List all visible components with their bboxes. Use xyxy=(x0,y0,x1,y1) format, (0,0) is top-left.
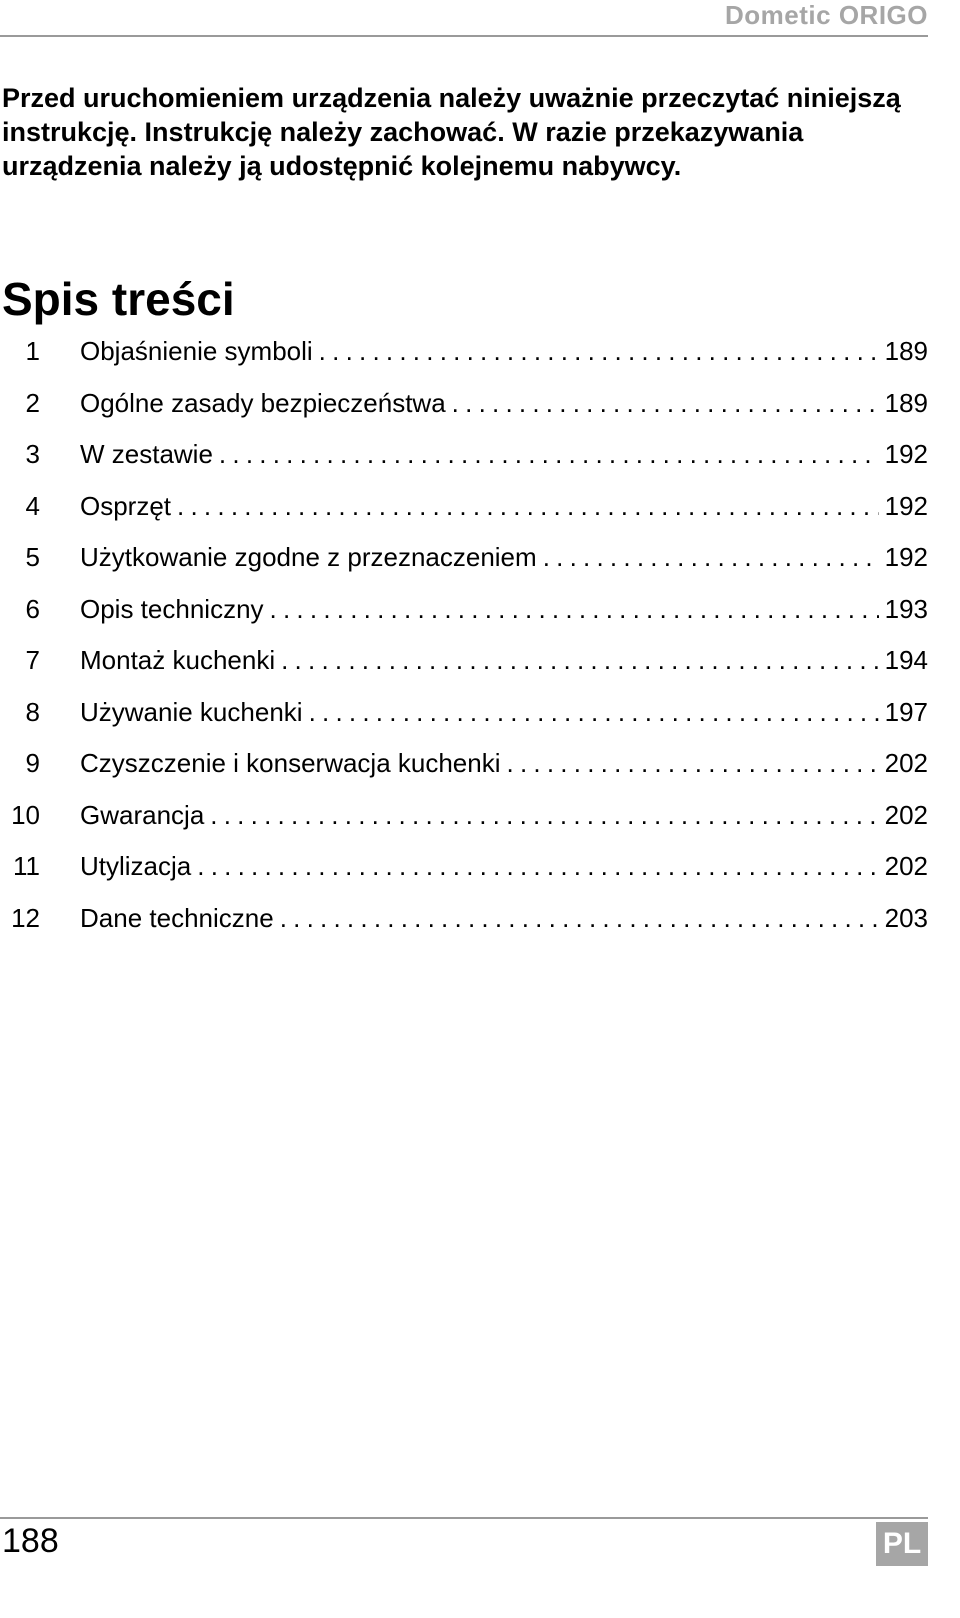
dot-leader xyxy=(177,491,879,522)
brand-header: Dometic ORIGO xyxy=(725,0,928,30)
table-of-contents xyxy=(0,336,928,954)
toc-entry-number: 2 xyxy=(25,387,40,418)
footer-divider xyxy=(0,1517,928,1519)
dot-leader xyxy=(197,851,878,882)
toc-entry[interactable] xyxy=(0,542,928,594)
toc-entry-number: 11 xyxy=(13,851,40,881)
toc-entry-number: 9 xyxy=(25,748,40,778)
toc-entry[interactable] xyxy=(0,336,928,388)
toc-entry-title: Czyszczenie i konserwacja kuchenki xyxy=(80,748,501,778)
toc-entry-page: 202 xyxy=(884,748,928,778)
toc-entry-number: 8 xyxy=(25,696,40,727)
toc-entry[interactable] xyxy=(0,851,928,903)
toc-entry-title: Dane techniczne xyxy=(80,902,274,933)
toc-entry-number: 12 xyxy=(11,902,40,933)
toc-entry-number: 6 xyxy=(25,593,40,624)
toc-entry[interactable] xyxy=(0,748,928,800)
toc-entry[interactable] xyxy=(0,388,928,440)
dot-leader xyxy=(280,903,879,934)
toc-entry-title: Osprzęt xyxy=(80,490,172,521)
toc-entry-title: Używanie kuchenki xyxy=(80,696,303,727)
toc-entry-page: 202 xyxy=(884,851,928,881)
dot-leader xyxy=(452,388,879,419)
dot-leader xyxy=(319,336,879,367)
toc-entry[interactable] xyxy=(0,491,928,543)
toc-entry-number: 5 xyxy=(25,542,40,572)
toc-entry[interactable] xyxy=(0,439,928,491)
toc-title: Spis treści xyxy=(2,273,235,325)
toc-entry-page: 192 xyxy=(884,490,928,521)
toc-entry-page: 192 xyxy=(884,542,928,572)
toc-entry-page: 203 xyxy=(884,902,928,933)
toc-entry-title: Gwarancja xyxy=(80,799,205,830)
intro-text: Przed uruchomieniem urządzenia należy uważnie przeczytać niniejszą instrukcję. Instrukcję należy zachować. W razie przekazywania urządzenia należy ją udostępnić kolejnemu nabywcy. xyxy=(2,83,901,181)
toc-entry-title: Użytkowanie zgodne z przeznaczeniem xyxy=(80,542,537,572)
toc-entry-number: 1 xyxy=(25,336,40,366)
dot-leader xyxy=(543,542,879,573)
toc-entry-number: 3 xyxy=(25,439,40,469)
toc-entry-page: 202 xyxy=(884,799,928,830)
dot-leader xyxy=(219,439,879,470)
toc-entry-title: W zestawie xyxy=(80,439,213,469)
toc-entry-title: Objaśnienie symboli xyxy=(80,336,313,366)
toc-entry[interactable] xyxy=(0,697,928,749)
dot-leader xyxy=(507,748,879,779)
dot-leader xyxy=(309,697,879,728)
toc-entry-page: 189 xyxy=(884,336,928,366)
toc-entry-page: 194 xyxy=(884,645,928,675)
toc-entry-number: 10 xyxy=(11,799,40,830)
toc-entry-number: 4 xyxy=(25,490,40,521)
toc-entry[interactable] xyxy=(0,594,928,646)
header-divider xyxy=(0,35,928,37)
dot-leader xyxy=(210,800,878,831)
toc-entry-page: 192 xyxy=(884,439,928,469)
toc-entry-title: Montaż kuchenki xyxy=(80,645,276,675)
toc-entry[interactable] xyxy=(0,800,928,852)
toc-entry-page: 189 xyxy=(884,387,928,418)
language-badge: PL xyxy=(876,1522,928,1566)
toc-entry[interactable] xyxy=(0,903,928,955)
toc-entry-title: Utylizacja xyxy=(80,851,192,881)
toc-entry-title: Opis techniczny xyxy=(80,593,264,624)
dot-leader xyxy=(270,594,879,625)
toc-entry[interactable] xyxy=(0,645,928,697)
dot-leader xyxy=(281,645,879,676)
page-number: 188 xyxy=(2,1522,59,1560)
toc-entry-title: Ogólne zasady bezpieczeństwa xyxy=(80,387,446,418)
toc-entry-page: 197 xyxy=(884,696,928,727)
toc-entry-page: 193 xyxy=(884,593,928,624)
toc-entry-number: 7 xyxy=(25,645,40,675)
